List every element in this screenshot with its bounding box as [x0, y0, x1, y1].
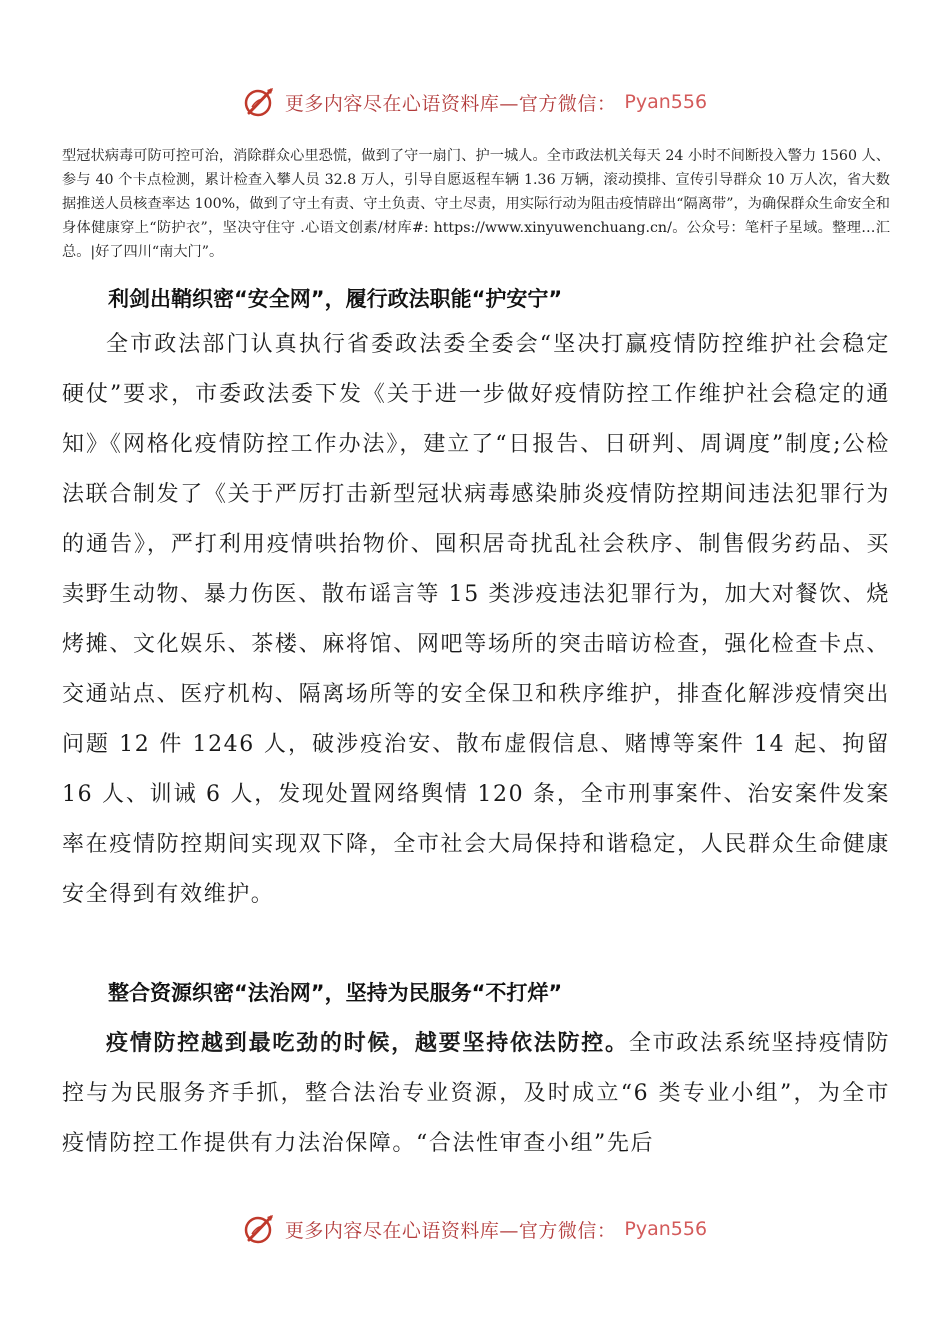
section-body-text: 全市政法系统坚持疫情防控与为民服务齐手抓，整合法治专业资源，及时成立“6 类专业小组”，为全市疫情防控工作提供有力法治保障。“合法性审查小组”先后	[62, 1031, 891, 1156]
banner-text: 更多内容尽在心语资料库—官方微信：	[284, 1219, 617, 1242]
wechat-id: Pyan556	[624, 1218, 708, 1240]
section-body-rule-of-law-net	[62, 1018, 890, 1169]
banner-text: 更多内容尽在心语资料库—官方微信：	[284, 92, 617, 115]
wechat-id: Pyan556	[624, 91, 708, 113]
intro-paragraph: 型冠状病毒可防可控可治，消除群众心里恐慌，做到了守一扇门、护一城人。全市政法机关每天 24 小时不间断投入警力 1560 人、参与 40 个卡点检测，累计检查入攀人员 32.8 万人，引导自愿返程车辆 1.36 万辆，滚动摸排、宣传引导群众 10 万人次，省大数据推送人员核查率达 100%，做到了守土有责、守土负责、守土尽责，用实际行动为阻击疫情辟出“隔离带”，为确保群众生命安全和身体健康穿上“防护衣”，坚决守住守 .心语文创素/材库#: https://www.xinyuwenchuang.cn/。公众号：笔杆子星域。整理…汇总。|好了四川“南大门”。	[62, 148, 890, 260]
lead-sentence: 疫情防控越到最吃劲的时候，越要坚持依法防控。	[106, 1030, 629, 1056]
footer-banner	[0, 1209, 950, 1249]
section-heading-safety-net: 利剑出鞘织密“安全网”，履行政法职能“护安宁”	[108, 287, 563, 311]
pen-logo-icon	[243, 1212, 277, 1246]
section-heading-rule-of-law-net: 整合资源织密“法治网”，坚持为民服务“不打烊”	[108, 981, 563, 1005]
header-banner	[0, 82, 950, 122]
pen-logo-icon	[243, 85, 277, 119]
section-body-safety-net: 全市政法部门认真执行省委政法委全委会“坚决打赢疫情防控维护社会稳定硬仗”要求，市委政法委下发《关于进一步做好疫情防控工作维护社会稳定的通知》《网格化疫情防控工作办法》，建立了“日报告、日研判、周调度”制度;公检法联合制发了《关于严厉打击新型冠状病毒感染肺炎疫情防控期间违法犯罪行为的通告》，严打利用疫情哄抬物价、囤积居奇扰乱社会秩序、制售假劣药品、买卖野生动物、暴力伤医、散布谣言等 15 类涉疫违法犯罪行为，加大对餐饮、烧烤摊、文化娱乐、茶楼、麻将馆、网吧等场所的突击暗访检查，强化检查卡点、交通站点、医疗机构、隔离场所等的安全保卫和秩序维护，排查化解涉疫情突出问题 12 件 1246 人，破涉疫治安、散布虚假信息、赌博等案件 14 起、拘留 16 人、训诫 6 人，发现处置网络舆情 120 条，全市刑事案件、治安案件发案率在疫情防控期间实现双下降，全市社会大局保持和谐稳定，人民群众生命健康安全得到有效维护。	[62, 332, 890, 907]
